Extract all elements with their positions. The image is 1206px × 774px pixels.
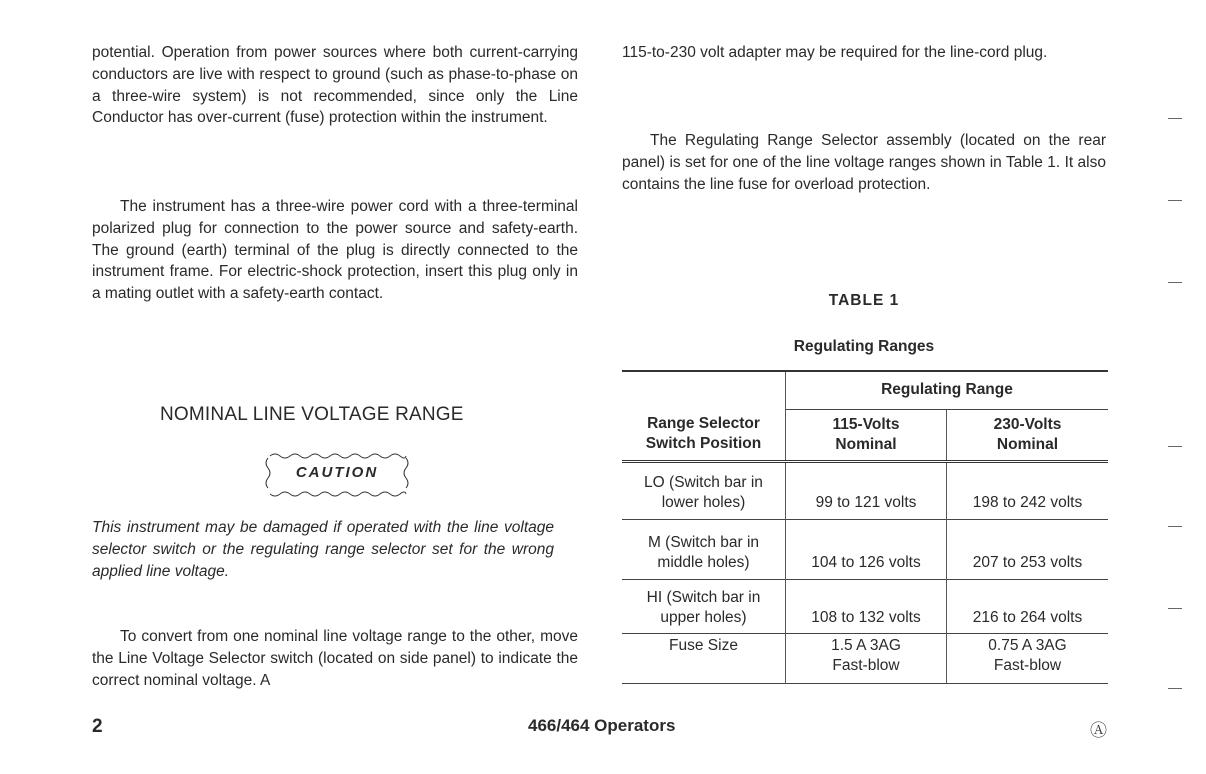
page-number: 2 (92, 716, 103, 737)
col3-header: 230-Volts Nominal (993, 415, 1062, 453)
caution-label: CAUTION (295, 464, 379, 481)
edge-mark (1168, 608, 1182, 609)
edge-mark (1168, 200, 1182, 201)
footer-title: 466/464 Operators (528, 716, 676, 735)
section-heading: NOMINAL LINE VOLTAGE RANGE (160, 404, 464, 425)
left-paragraph-1: potential. Operation from power sources where both current-carrying conductors are live with respect to ground (such as phase-to-phase on a three-wire system) is not recommended, since only the Line Conductor has over-current (fuse) protection within the instrument. (92, 44, 578, 127)
edge-mark (1168, 446, 1182, 447)
right-paragraph-2: The Regulating Range Selector assembly (located on the rear panel) is set for one of the line voltage ranges shown in Table 1. It also contains the line fuse for overload protection. (622, 132, 1106, 193)
column-header-row (622, 409, 1108, 461)
edge-mark (1168, 526, 1182, 527)
table-row: HI (Switch bar in upper holes) 108 to 132 volts 216 to 264 volts (622, 579, 1108, 633)
table-row: M (Switch bar in middle holes) 104 to 126 volts 207 to 253 volts (622, 519, 1108, 579)
col1-header: Range Selector Switch Position (622, 409, 786, 461)
table-title: TABLE 1 (828, 292, 900, 309)
table-row: LO (Switch bar in lower holes) 99 to 121 volts 198 to 242 volts (622, 461, 1108, 519)
group-header: Regulating Range (786, 371, 1109, 409)
edge-mark (1168, 282, 1182, 283)
caution-text: This instrument may be damaged if operated with the line voltage selector switch or the regulating range selector set for the wrong applied line voltage. (92, 519, 554, 580)
col2-header: 115-Volts Nominal (786, 409, 947, 461)
edge-mark (1168, 118, 1182, 119)
left-paragraph-2: The instrument has a three-wire power cord with a three-terminal polarized plug for connection to the power source and safety-earth. The ground (earth) terminal of the plug is directly connected to the instrument frame. For electric-shock protection, insert this plug only in a mating outlet with a safety-earth contact. (92, 198, 578, 303)
fuse-row: Fuse Size 1.5 A 3AG Fast-blow 0.75 A 3AG Fast-blow (622, 633, 1108, 683)
table-header-row (622, 371, 1108, 409)
right-paragraph-1: 115-to-230 volt adapter may be required for the line-cord plug. (622, 44, 1048, 61)
edge-mark (1168, 688, 1182, 689)
regulating-ranges-table (622, 370, 1108, 684)
publisher-logo: Ⓐ (1090, 721, 1107, 740)
left-paragraph-3: To convert from one nominal line voltage range to the other, move the Line Voltage Selector switch (located on side panel) to indicate the correct nominal voltage. A (92, 628, 578, 689)
caution-box (262, 450, 412, 500)
table-subtitle: Regulating Ranges (793, 338, 935, 355)
